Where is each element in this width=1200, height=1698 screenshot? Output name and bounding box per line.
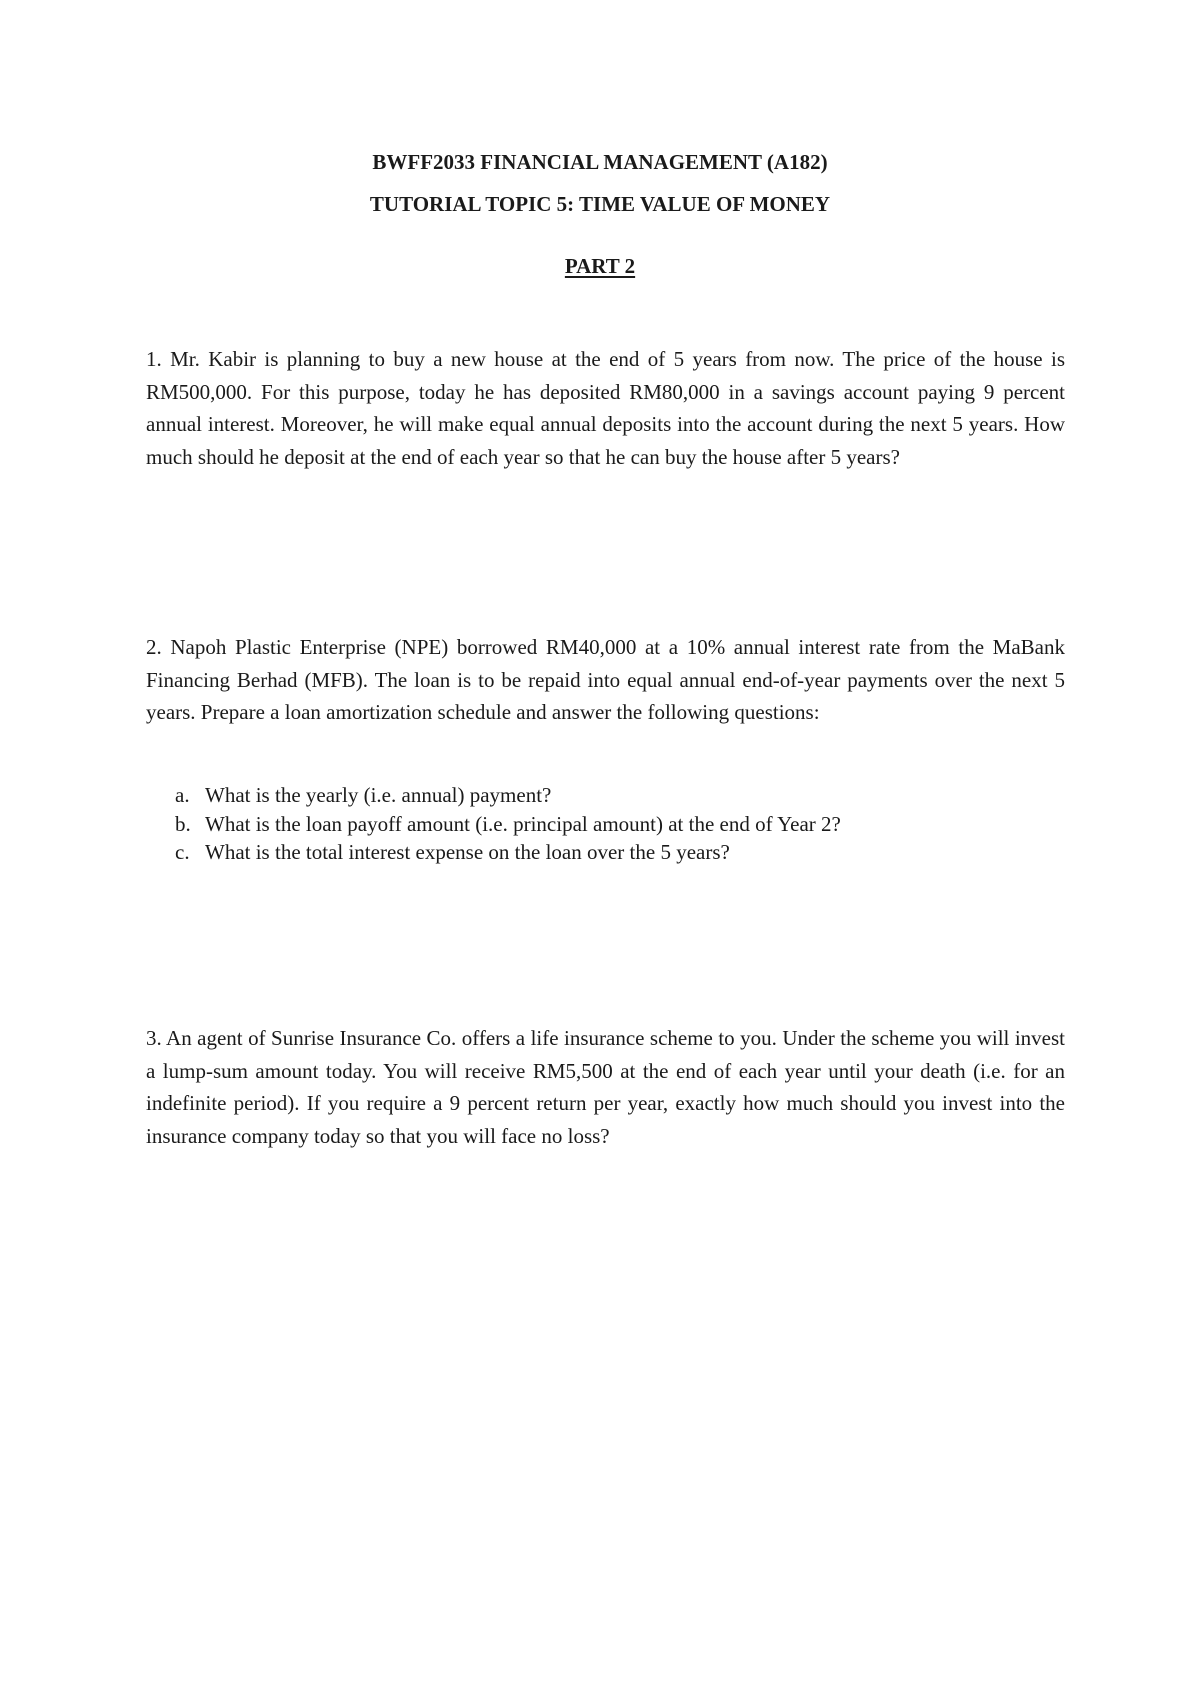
subquestion-c [146,838,1065,867]
subquestion-text: What is the loan payoff amount (i.e. principal amount) at the end of Year 2? [205,811,841,836]
subquestion-marker: b. [175,811,191,836]
course-title: BWFF2033 FINANCIAL MANAGEMENT (A182) [372,150,828,174]
subquestion-a [146,781,1065,810]
part-heading: PART 2 [564,254,636,278]
subquestion-marker: a. [175,783,190,807]
subquestion-b [146,810,1065,839]
subquestion-text: What is the total interest expense on the loan over the 5 years? [205,840,730,864]
question-2: 2. Napoh Plastic Enterprise (NPE) borrowed RM40,000 at a 10% annual interest rate from the MaBank Financing Berhad (MFB). The loan is to be repaid into equal annual end-of-year payments over the next 5 years. Prepare a loan amortization schedule and answer the following questions: [146,635,1065,724]
subquestion-text: What is the yearly (i.e. annual) payment? [205,783,552,807]
question-1: 1. Mr. Kabir is planning to buy a new house at the end of 5 years from now. The price of the house is RM500,000. For this purpose, today he has deposited RM80,000 in a savings account paying 9 percent annual interest. Moreover, he will make equal annual deposits into the account during the next 5 years. How much should he deposit at the end of each year so that he can buy the house after 5 years? [146,347,1065,469]
tutorial-title: TUTORIAL TOPIC 5: TIME VALUE OF MONEY [369,192,831,216]
subquestion-marker: c. [175,840,190,864]
question-3: 3. An agent of Sunrise Insurance Co. offers a life insurance scheme to you. Under the scheme you will invest a lump-sum amount today. You will receive RM5,500 at the end of each year until your death (i.e. for an indefinite period). If you require a 9 percent return per year, exactly how much should you invest into the insurance company today so that you will face no loss? [146,1026,1065,1148]
question-2-subquestions [146,781,1065,867]
